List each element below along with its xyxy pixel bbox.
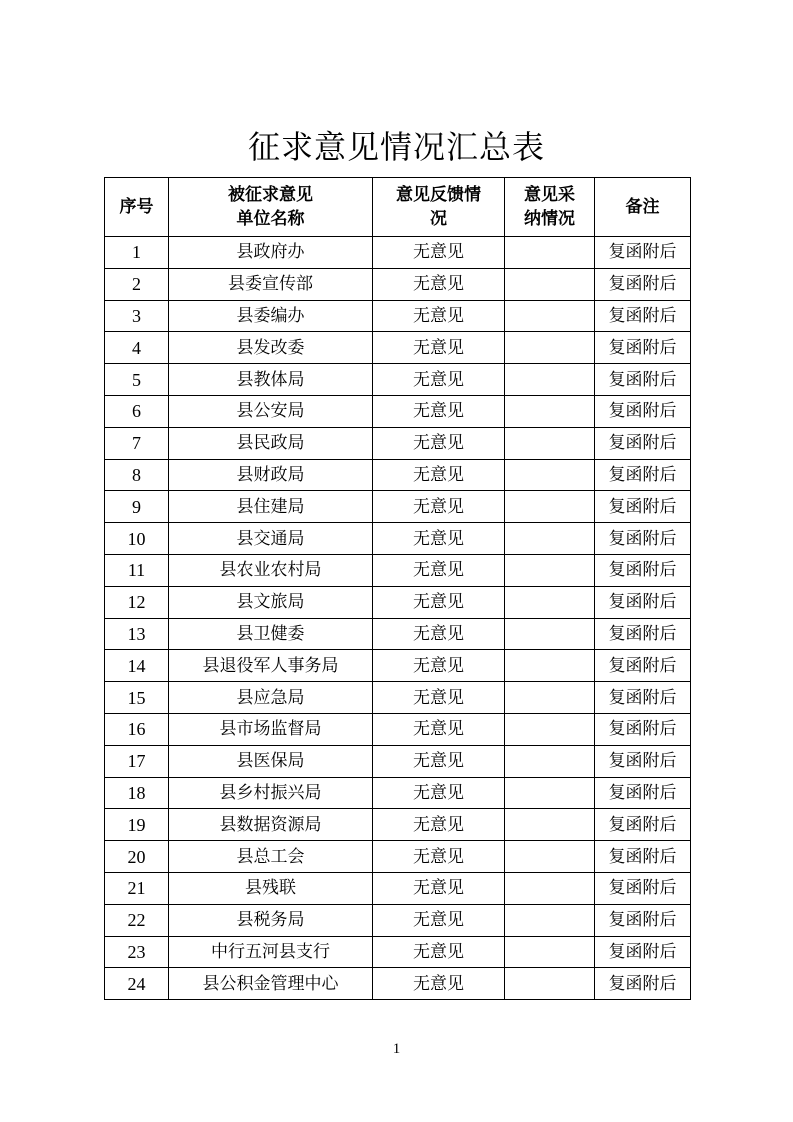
cell-feedback: 无意见 — [373, 523, 505, 555]
cell-unit-name: 县乡村振兴局 — [169, 777, 373, 809]
cell-feedback: 无意见 — [373, 300, 505, 332]
cell-adoption — [505, 682, 595, 714]
cell-index: 14 — [105, 650, 169, 682]
cell-adoption — [505, 904, 595, 936]
cell-index: 22 — [105, 904, 169, 936]
cell-adoption — [505, 586, 595, 618]
cell-remark: 复函附后 — [595, 872, 691, 904]
cell-unit-name: 县文旅局 — [169, 586, 373, 618]
cell-remark: 复函附后 — [595, 395, 691, 427]
table-row — [105, 872, 691, 904]
cell-remark: 复函附后 — [595, 491, 691, 523]
cell-unit-name: 县住建局 — [169, 491, 373, 523]
cell-feedback: 无意见 — [373, 586, 505, 618]
cell-unit-name: 县退役军人事务局 — [169, 650, 373, 682]
header-unit-line1: 被征求意见 — [228, 185, 313, 205]
cell-index: 24 — [105, 968, 169, 1000]
cell-index: 18 — [105, 777, 169, 809]
table-row — [105, 364, 691, 396]
cell-unit-name: 县财政局 — [169, 459, 373, 491]
cell-index: 5 — [105, 364, 169, 396]
cell-index: 6 — [105, 395, 169, 427]
cell-feedback: 无意见 — [373, 491, 505, 523]
cell-index: 19 — [105, 809, 169, 841]
cell-feedback: 无意见 — [373, 904, 505, 936]
cell-unit-name: 县总工会 — [169, 841, 373, 873]
cell-feedback: 无意见 — [373, 554, 505, 586]
cell-unit-name: 县应急局 — [169, 682, 373, 714]
table-row — [105, 682, 691, 714]
cell-unit-name: 县委编办 — [169, 300, 373, 332]
cell-adoption — [505, 459, 595, 491]
header-unit-line2: 单位名称 — [236, 209, 305, 229]
cell-adoption — [505, 841, 595, 873]
cell-feedback: 无意见 — [373, 841, 505, 873]
cell-adoption — [505, 713, 595, 745]
cell-feedback: 无意见 — [373, 237, 505, 269]
page-number: 1 — [392, 1041, 401, 1057]
cell-remark: 复函附后 — [595, 904, 691, 936]
cell-index: 21 — [105, 872, 169, 904]
table-row — [105, 809, 691, 841]
cell-index: 7 — [105, 427, 169, 459]
cell-unit-name: 县交通局 — [169, 523, 373, 555]
cell-remark: 复函附后 — [595, 237, 691, 269]
summary-table — [104, 177, 691, 1000]
table-row — [105, 586, 691, 618]
table-header-row — [105, 178, 691, 237]
cell-remark: 复函附后 — [595, 713, 691, 745]
cell-remark: 复函附后 — [595, 777, 691, 809]
cell-feedback: 无意见 — [373, 936, 505, 968]
table-row — [105, 332, 691, 364]
cell-feedback: 无意见 — [373, 268, 505, 300]
cell-feedback: 无意见 — [373, 427, 505, 459]
cell-feedback: 无意见 — [373, 713, 505, 745]
cell-adoption — [505, 491, 595, 523]
cell-remark: 复函附后 — [595, 268, 691, 300]
cell-adoption — [505, 872, 595, 904]
header-feedback-line2: 况 — [430, 209, 447, 229]
header-adoption-line2: 纳情况 — [524, 209, 575, 229]
cell-remark: 复函附后 — [595, 523, 691, 555]
cell-unit-name: 县发改委 — [169, 332, 373, 364]
cell-adoption — [505, 268, 595, 300]
cell-unit-name: 县委宣传部 — [169, 268, 373, 300]
cell-unit-name: 县卫健委 — [169, 618, 373, 650]
cell-index: 4 — [105, 332, 169, 364]
cell-index: 17 — [105, 745, 169, 777]
table-row — [105, 237, 691, 269]
cell-adoption — [505, 300, 595, 332]
table-row — [105, 395, 691, 427]
table-row — [105, 968, 691, 1000]
cell-index: 16 — [105, 713, 169, 745]
cell-feedback: 无意见 — [373, 395, 505, 427]
table-row — [105, 268, 691, 300]
cell-unit-name: 县农业农村局 — [169, 554, 373, 586]
cell-remark: 复函附后 — [595, 554, 691, 586]
cell-feedback: 无意见 — [373, 618, 505, 650]
table-row — [105, 841, 691, 873]
cell-remark: 复函附后 — [595, 745, 691, 777]
table-row — [105, 427, 691, 459]
table-row — [105, 300, 691, 332]
cell-remark: 复函附后 — [595, 841, 691, 873]
cell-index: 1 — [105, 237, 169, 269]
header-feedback-line1: 意见反馈情 — [396, 185, 481, 205]
cell-feedback: 无意见 — [373, 332, 505, 364]
cell-feedback: 无意见 — [373, 777, 505, 809]
cell-adoption — [505, 554, 595, 586]
cell-remark: 复函附后 — [595, 332, 691, 364]
cell-unit-name: 县公安局 — [169, 395, 373, 427]
cell-index: 2 — [105, 268, 169, 300]
cell-index: 3 — [105, 300, 169, 332]
cell-adoption — [505, 809, 595, 841]
table-row — [105, 904, 691, 936]
table-row — [105, 713, 691, 745]
cell-index: 9 — [105, 491, 169, 523]
cell-feedback: 无意见 — [373, 459, 505, 491]
cell-index: 15 — [105, 682, 169, 714]
header-unit-name — [169, 178, 373, 237]
cell-remark: 复函附后 — [595, 364, 691, 396]
cell-index: 12 — [105, 586, 169, 618]
cell-feedback: 无意见 — [373, 364, 505, 396]
cell-adoption — [505, 968, 595, 1000]
cell-feedback: 无意见 — [373, 650, 505, 682]
cell-unit-name: 县税务局 — [169, 904, 373, 936]
header-index-label: 序号 — [119, 197, 154, 217]
cell-adoption — [505, 427, 595, 459]
cell-remark: 复函附后 — [595, 650, 691, 682]
cell-adoption — [505, 777, 595, 809]
cell-remark: 复函附后 — [595, 586, 691, 618]
cell-adoption — [505, 332, 595, 364]
cell-index: 11 — [105, 554, 169, 586]
cell-feedback: 无意见 — [373, 968, 505, 1000]
header-adoption-line1: 意见采 — [524, 185, 575, 205]
table-row — [105, 554, 691, 586]
table-row — [105, 936, 691, 968]
cell-remark: 复函附后 — [595, 300, 691, 332]
cell-remark: 复函附后 — [595, 936, 691, 968]
cell-remark: 复函附后 — [595, 809, 691, 841]
cell-adoption — [505, 618, 595, 650]
cell-unit-name: 县数据资源局 — [169, 809, 373, 841]
cell-index: 20 — [105, 841, 169, 873]
header-remark-label: 备注 — [625, 197, 660, 217]
cell-adoption — [505, 650, 595, 682]
cell-remark: 复函附后 — [595, 427, 691, 459]
cell-adoption — [505, 745, 595, 777]
cell-unit-name: 县民政局 — [169, 427, 373, 459]
cell-adoption — [505, 237, 595, 269]
cell-unit-name: 中行五河县支行 — [169, 936, 373, 968]
header-index — [105, 178, 169, 237]
cell-unit-name: 县医保局 — [169, 745, 373, 777]
header-remark — [595, 178, 691, 237]
table-row — [105, 745, 691, 777]
table-row — [105, 650, 691, 682]
page-title: 征求意见情况汇总表 — [247, 128, 545, 166]
cell-adoption — [505, 523, 595, 555]
cell-adoption — [505, 364, 595, 396]
table-row — [105, 459, 691, 491]
cell-remark: 复函附后 — [595, 968, 691, 1000]
cell-unit-name: 县政府办 — [169, 237, 373, 269]
header-feedback — [373, 178, 505, 237]
header-adoption — [505, 178, 595, 237]
cell-feedback: 无意见 — [373, 682, 505, 714]
cell-remark: 复函附后 — [595, 459, 691, 491]
table-row — [105, 777, 691, 809]
cell-adoption — [505, 936, 595, 968]
table-row — [105, 523, 691, 555]
cell-feedback: 无意见 — [373, 809, 505, 841]
table-row — [105, 491, 691, 523]
cell-unit-name: 县残联 — [169, 872, 373, 904]
cell-index: 13 — [105, 618, 169, 650]
cell-unit-name: 县市场监督局 — [169, 713, 373, 745]
cell-feedback: 无意见 — [373, 745, 505, 777]
cell-remark: 复函附后 — [595, 682, 691, 714]
cell-remark: 复函附后 — [595, 618, 691, 650]
cell-index: 8 — [105, 459, 169, 491]
cell-unit-name: 县教体局 — [169, 364, 373, 396]
cell-adoption — [505, 395, 595, 427]
cell-index: 23 — [105, 936, 169, 968]
cell-index: 10 — [105, 523, 169, 555]
cell-unit-name: 县公积金管理中心 — [169, 968, 373, 1000]
cell-feedback: 无意见 — [373, 872, 505, 904]
table-row — [105, 618, 691, 650]
